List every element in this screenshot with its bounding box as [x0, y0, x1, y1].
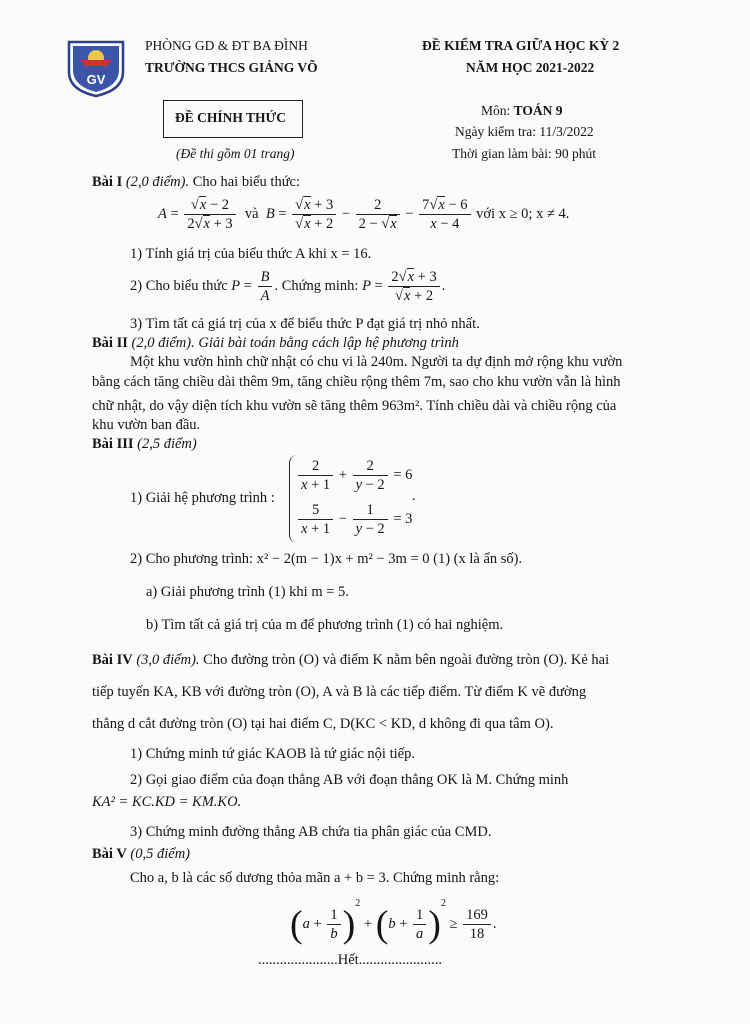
bai1-q2-b: . Chứng minh: [274, 277, 359, 294]
bai3-q1: 1) Giải hệ phương trình : [130, 490, 275, 506]
end-marker: ......................Hết....................... [258, 952, 443, 968]
bai1-intro: Cho hai biểu thức: [192, 174, 301, 190]
bai4-q1: 1) Chứng minh tứ giác KAOB là tứ giác nội tiếp. [130, 746, 415, 762]
bai4-line3: thẳng d cắt đường tròn (O) tại hai điểm C, D(KC < KD, d không đi qua tâm O). [92, 716, 554, 732]
bai2-line2: bằng cách tăng chiều dài thêm 9m, tăng chiều rộng thêm 7m, sao cho khu vườn vẫn là hình [92, 374, 621, 390]
bai3-heading [92, 436, 197, 453]
bai4-title: Bài IV [92, 652, 133, 668]
exam-date: Ngày kiểm tra: 11/3/2022 [455, 124, 594, 139]
exam-title: ĐỀ KIỂM TRA GIỮA HỌC KỲ 2 [422, 38, 620, 53]
bai3-qb: b) Tìm tất cả giá trị của m để phương trình (1) có hai nghiệm. [146, 617, 504, 633]
school-logo [65, 36, 127, 98]
bai3-title: Bài III [92, 436, 134, 452]
official-label: ĐỀ CHÍNH THỨC [175, 110, 287, 125]
bai2-line3: chữ nhật, do vậy diện tích khu vườn sẽ tăng thêm 963m². Tính chiều dài và chiều rộng của [92, 398, 617, 414]
bai4-points: (3,0 điểm). [136, 652, 200, 668]
bai1-q1: 1) Tính giá trị của biểu thức A khi x = 16. [130, 246, 372, 262]
bai1-title: Bài I [92, 174, 123, 190]
bai1-q3: 3) Tìm tất cả giá trị của x để biểu thức P đạt giá trị nhỏ nhất. [130, 316, 480, 332]
bai3-points: (2,5 điểm) [137, 436, 197, 452]
department: PHÒNG GD & ĐT BA ĐÌNH [145, 38, 308, 53]
equation-system [289, 455, 420, 543]
bai4-q2b: KA² = KC.KD = KM.KO. [92, 794, 242, 810]
system-eq1: $\frac{2}{x + 1}$ + $\frac{2}{y - 2}$ = 6 [296, 457, 412, 494]
and-word: và [244, 205, 259, 222]
bai5-points: (0,5 điểm) [130, 846, 191, 862]
exam-duration: Thời gian làm bài: 90 phút [452, 146, 596, 161]
school-name: TRƯỜNG THCS GIẢNG VÕ [145, 60, 318, 75]
bai1-q2: 2) Cho biểu thức P = $\frac{B}{A}$ . Chứng minh: P = $\frac{2√x + 3}{√x + 2}$ . [130, 269, 446, 304]
bai4-q2: 2) Gọi giao điểm của đoạn thẳng AB với đoạn thẳng OK là M. Chứng minh [130, 772, 569, 788]
page-note: (Đề thi gồm 01 trang) [176, 146, 295, 161]
bai4-q3: 3) Chứng minh đường thẳng AB chứa tia phân giác của CMD. [130, 824, 492, 840]
bai4-line1 [92, 652, 609, 669]
bai2-points: (2,0 điểm). Giải bài toán bằng cách lập hệ phương trình [131, 335, 459, 351]
bai5-heading [92, 846, 190, 863]
bai4-line2: tiếp tuyến KA, KB với đường tròn (O), A và B là các tiếp điểm. Từ điểm K vẽ đường [92, 684, 587, 700]
bai3-qa: a) Giải phương trình (1) khi m = 5. [146, 584, 349, 600]
subject-label: Môn: [481, 103, 511, 118]
bai2-title: Bài II [92, 335, 128, 351]
logo-text: GV [86, 72, 106, 87]
bai2-heading [92, 335, 459, 352]
bai5-title: Bài V [92, 846, 127, 862]
subject: TOÁN 9 [513, 103, 563, 118]
bai2-line1: Một khu vườn hình chữ nhật có chu vi là 240m. Người ta dự định mở rộng khu vườn [130, 354, 623, 370]
official-box [163, 100, 303, 138]
condition: với x ≥ 0; x ≠ 4. [476, 205, 570, 222]
bai1-q2-a: 2) Cho biểu thức [130, 277, 228, 294]
bai5-line1: Cho a, b là các số dương thỏa mãn a + b = 3. Chứng minh rằng: [130, 870, 500, 886]
bai4-text1: Cho đường tròn (O) và điểm K nằm bên ngoài đường tròn (O). Kẻ hai [203, 652, 610, 668]
formula-a-b: A = $\frac{√x - 2}{2√x + 3}$ và B = $\frac{√x + 3}{√x + 2}$ − $\frac{2}{2 - √x}$ − $\frac{7√x - 6}{x - 4}$ với x ≥ 0; x ≠ 4. [158, 197, 570, 232]
subject-row [481, 103, 563, 119]
bai2-line4: khu vườn ban đầu. [92, 417, 201, 433]
bai1-heading [92, 174, 300, 191]
school-year: NĂM HỌC 2021-2022 [466, 60, 595, 75]
system-eq2: $\frac{5}{x + 1}$ − $\frac{1}{y - 2}$ = 3 [296, 501, 412, 538]
inequality: (a + $\frac{1}{b}$ )$^2$ + (b + $\frac{1}{a}$ )$^2$ ≥ $\frac{169}{18}$ . [290, 898, 497, 946]
bai1-points: (2,0 điểm). [125, 174, 190, 190]
bai3-q2: 2) Cho phương trình: x² − 2(m − 1)x + m² − 3m = 0 (1) (x là ẩn số). [130, 551, 523, 567]
